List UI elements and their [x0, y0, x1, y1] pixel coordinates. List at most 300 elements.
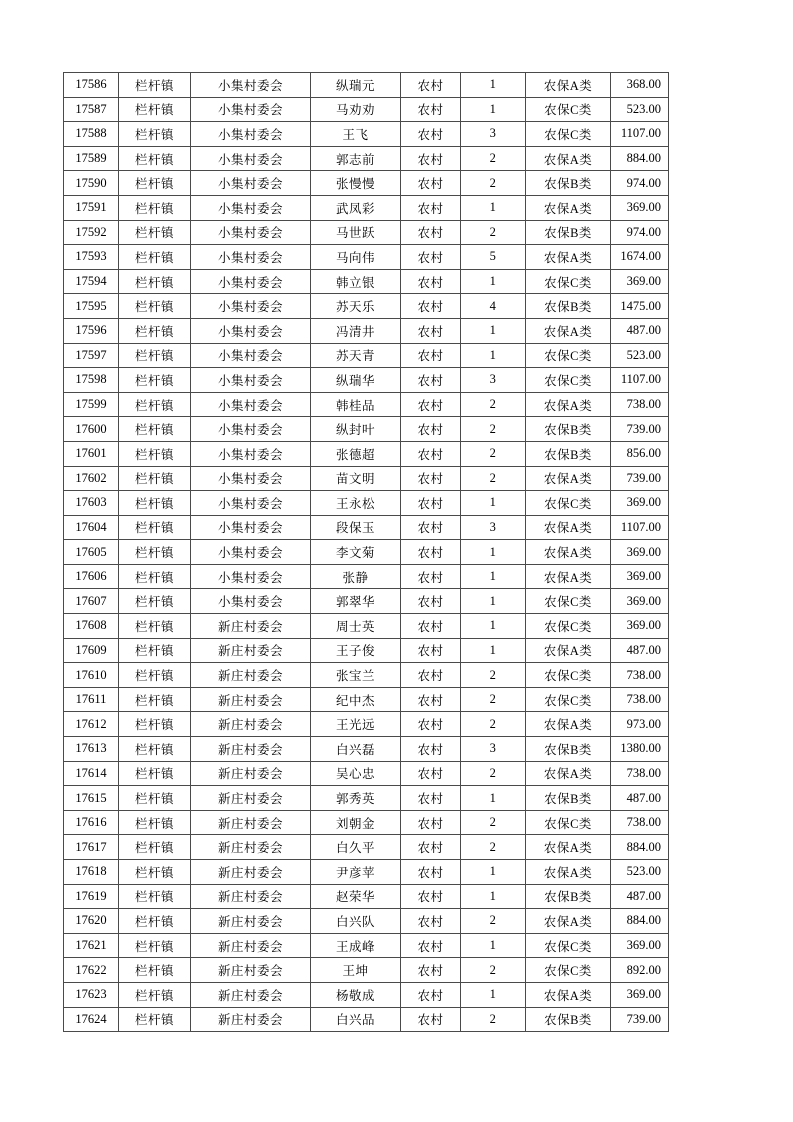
cell-amount: 1674.00 — [611, 245, 669, 270]
cell-category: 农保C类 — [526, 614, 611, 639]
cell-count: 1 — [461, 564, 526, 589]
cell-id: 17605 — [64, 540, 119, 565]
table-row — [64, 466, 669, 491]
cell-id: 17603 — [64, 491, 119, 516]
cell-amount: 1380.00 — [611, 737, 669, 762]
cell-type: 农村 — [401, 343, 461, 368]
cell-town: 栏杆镇 — [119, 958, 191, 983]
cell-village: 新庄村委会 — [191, 982, 311, 1007]
table-row — [64, 540, 669, 565]
cell-amount: 738.00 — [611, 687, 669, 712]
cell-category: 农保C类 — [526, 269, 611, 294]
cell-town: 栏杆镇 — [119, 761, 191, 786]
cell-id: 17614 — [64, 761, 119, 786]
cell-category: 农保C类 — [526, 368, 611, 393]
cell-category: 农保B类 — [526, 171, 611, 196]
cell-name: 王飞 — [311, 122, 401, 147]
cell-amount: 974.00 — [611, 220, 669, 245]
cell-amount: 523.00 — [611, 343, 669, 368]
cell-id: 17622 — [64, 958, 119, 983]
cell-town: 栏杆镇 — [119, 589, 191, 614]
cell-village: 新庄村委会 — [191, 835, 311, 860]
cell-category: 农保C类 — [526, 589, 611, 614]
cell-name: 王子俊 — [311, 638, 401, 663]
cell-village: 小集村委会 — [191, 195, 311, 220]
cell-town: 栏杆镇 — [119, 835, 191, 860]
cell-type: 农村 — [401, 146, 461, 171]
cell-name: 郭志前 — [311, 146, 401, 171]
cell-count: 2 — [461, 958, 526, 983]
cell-category: 农保C类 — [526, 97, 611, 122]
cell-name: 刘朝金 — [311, 810, 401, 835]
table-row — [64, 171, 669, 196]
cell-id: 17604 — [64, 515, 119, 540]
cell-town: 栏杆镇 — [119, 343, 191, 368]
cell-count: 1 — [461, 491, 526, 516]
cell-amount: 523.00 — [611, 97, 669, 122]
cell-type: 农村 — [401, 515, 461, 540]
table-row — [64, 73, 669, 98]
cell-village: 小集村委会 — [191, 220, 311, 245]
cell-amount: 892.00 — [611, 958, 669, 983]
cell-name: 白兴品 — [311, 1007, 401, 1032]
table-row — [64, 195, 669, 220]
cell-count: 1 — [461, 982, 526, 1007]
table-row — [64, 122, 669, 147]
cell-town: 栏杆镇 — [119, 318, 191, 343]
cell-name: 韩桂品 — [311, 392, 401, 417]
cell-category: 农保C类 — [526, 663, 611, 688]
cell-count: 1 — [461, 638, 526, 663]
cell-category: 农保C类 — [526, 687, 611, 712]
table-row — [64, 146, 669, 171]
cell-count: 2 — [461, 712, 526, 737]
cell-category: 农保A类 — [526, 392, 611, 417]
cell-name: 赵荣华 — [311, 884, 401, 909]
cell-count: 3 — [461, 515, 526, 540]
cell-name: 张静 — [311, 564, 401, 589]
cell-type: 农村 — [401, 122, 461, 147]
cell-id: 17591 — [64, 195, 119, 220]
cell-village: 新庄村委会 — [191, 909, 311, 934]
cell-amount: 369.00 — [611, 540, 669, 565]
cell-name: 王永松 — [311, 491, 401, 516]
cell-amount: 738.00 — [611, 761, 669, 786]
cell-village: 小集村委会 — [191, 171, 311, 196]
cell-count: 5 — [461, 245, 526, 270]
cell-town: 栏杆镇 — [119, 786, 191, 811]
cell-type: 农村 — [401, 220, 461, 245]
table-row — [64, 982, 669, 1007]
cell-amount: 738.00 — [611, 663, 669, 688]
cell-category: 农保A类 — [526, 982, 611, 1007]
cell-count: 2 — [461, 220, 526, 245]
cell-category: 农保B类 — [526, 294, 611, 319]
cell-type: 农村 — [401, 737, 461, 762]
cell-id: 17619 — [64, 884, 119, 909]
cell-name: 张宝兰 — [311, 663, 401, 688]
cell-type: 农村 — [401, 786, 461, 811]
cell-type: 农村 — [401, 1007, 461, 1032]
cell-amount: 1107.00 — [611, 368, 669, 393]
cell-id: 17593 — [64, 245, 119, 270]
cell-category: 农保A类 — [526, 318, 611, 343]
cell-id: 17602 — [64, 466, 119, 491]
cell-count: 2 — [461, 466, 526, 491]
cell-name: 王光远 — [311, 712, 401, 737]
cell-type: 农村 — [401, 663, 461, 688]
cell-name: 郭秀英 — [311, 786, 401, 811]
cell-town: 栏杆镇 — [119, 195, 191, 220]
cell-town: 栏杆镇 — [119, 441, 191, 466]
cell-town: 栏杆镇 — [119, 368, 191, 393]
table-row — [64, 245, 669, 270]
cell-count: 1 — [461, 195, 526, 220]
records-table — [63, 72, 669, 1032]
cell-count: 1 — [461, 860, 526, 885]
cell-amount: 369.00 — [611, 589, 669, 614]
cell-category: 农保A类 — [526, 835, 611, 860]
cell-town: 栏杆镇 — [119, 687, 191, 712]
cell-id: 17612 — [64, 712, 119, 737]
table-row — [64, 368, 669, 393]
cell-count: 2 — [461, 835, 526, 860]
cell-type: 农村 — [401, 294, 461, 319]
cell-id: 17598 — [64, 368, 119, 393]
cell-town: 栏杆镇 — [119, 712, 191, 737]
cell-count: 2 — [461, 761, 526, 786]
cell-type: 农村 — [401, 638, 461, 663]
cell-town: 栏杆镇 — [119, 540, 191, 565]
table-row — [64, 884, 669, 909]
cell-town: 栏杆镇 — [119, 663, 191, 688]
cell-id: 17586 — [64, 73, 119, 98]
table-row — [64, 392, 669, 417]
cell-village: 小集村委会 — [191, 73, 311, 98]
cell-amount: 369.00 — [611, 269, 669, 294]
cell-category: 农保A类 — [526, 245, 611, 270]
cell-town: 栏杆镇 — [119, 269, 191, 294]
table-row — [64, 909, 669, 934]
cell-town: 栏杆镇 — [119, 614, 191, 639]
cell-amount: 369.00 — [611, 491, 669, 516]
cell-amount: 368.00 — [611, 73, 669, 98]
cell-category: 农保C类 — [526, 958, 611, 983]
cell-amount: 739.00 — [611, 466, 669, 491]
table-row — [64, 958, 669, 983]
cell-name: 纪中杰 — [311, 687, 401, 712]
cell-amount: 739.00 — [611, 1007, 669, 1032]
cell-town: 栏杆镇 — [119, 515, 191, 540]
cell-village: 小集村委会 — [191, 589, 311, 614]
table-row — [64, 294, 669, 319]
cell-village: 小集村委会 — [191, 564, 311, 589]
cell-type: 农村 — [401, 417, 461, 442]
cell-village: 小集村委会 — [191, 97, 311, 122]
table-row — [64, 515, 669, 540]
cell-type: 农村 — [401, 982, 461, 1007]
cell-id: 17600 — [64, 417, 119, 442]
cell-village: 小集村委会 — [191, 441, 311, 466]
cell-type: 农村 — [401, 884, 461, 909]
cell-village: 小集村委会 — [191, 466, 311, 491]
cell-category: 农保B类 — [526, 1007, 611, 1032]
table-row — [64, 97, 669, 122]
cell-id: 17621 — [64, 933, 119, 958]
cell-id: 17594 — [64, 269, 119, 294]
cell-id: 17597 — [64, 343, 119, 368]
cell-count: 1 — [461, 614, 526, 639]
cell-village: 新庄村委会 — [191, 810, 311, 835]
table-row — [64, 638, 669, 663]
cell-id: 17611 — [64, 687, 119, 712]
cell-category: 农保A类 — [526, 73, 611, 98]
cell-category: 农保B类 — [526, 441, 611, 466]
table-row — [64, 220, 669, 245]
cell-village: 小集村委会 — [191, 392, 311, 417]
cell-amount: 856.00 — [611, 441, 669, 466]
cell-type: 农村 — [401, 712, 461, 737]
cell-category: 农保C类 — [526, 810, 611, 835]
cell-count: 2 — [461, 417, 526, 442]
cell-town: 栏杆镇 — [119, 146, 191, 171]
cell-type: 农村 — [401, 810, 461, 835]
table-row — [64, 269, 669, 294]
cell-id: 17588 — [64, 122, 119, 147]
cell-id: 17590 — [64, 171, 119, 196]
table-row — [64, 712, 669, 737]
cell-town: 栏杆镇 — [119, 933, 191, 958]
cell-type: 农村 — [401, 835, 461, 860]
cell-category: 农保A类 — [526, 195, 611, 220]
cell-count: 2 — [461, 909, 526, 934]
cell-amount: 884.00 — [611, 146, 669, 171]
cell-category: 农保B类 — [526, 884, 611, 909]
table-row — [64, 810, 669, 835]
table-row — [64, 835, 669, 860]
cell-town: 栏杆镇 — [119, 1007, 191, 1032]
cell-name: 王坤 — [311, 958, 401, 983]
cell-id: 17616 — [64, 810, 119, 835]
cell-amount: 884.00 — [611, 909, 669, 934]
table-row — [64, 491, 669, 516]
cell-village: 小集村委会 — [191, 269, 311, 294]
cell-category: 农保A类 — [526, 564, 611, 589]
cell-name: 苏天青 — [311, 343, 401, 368]
cell-amount: 974.00 — [611, 171, 669, 196]
cell-category: 农保A类 — [526, 515, 611, 540]
cell-town: 栏杆镇 — [119, 73, 191, 98]
cell-amount: 1107.00 — [611, 515, 669, 540]
cell-count: 1 — [461, 589, 526, 614]
cell-count: 4 — [461, 294, 526, 319]
cell-amount: 1475.00 — [611, 294, 669, 319]
cell-village: 小集村委会 — [191, 122, 311, 147]
cell-town: 栏杆镇 — [119, 171, 191, 196]
cell-count: 1 — [461, 73, 526, 98]
cell-village: 新庄村委会 — [191, 933, 311, 958]
cell-name: 纵封叶 — [311, 417, 401, 442]
cell-id: 17601 — [64, 441, 119, 466]
cell-type: 农村 — [401, 245, 461, 270]
cell-type: 农村 — [401, 441, 461, 466]
cell-amount: 369.00 — [611, 982, 669, 1007]
cell-village: 小集村委会 — [191, 491, 311, 516]
cell-category: 农保A类 — [526, 712, 611, 737]
cell-town: 栏杆镇 — [119, 294, 191, 319]
cell-type: 农村 — [401, 269, 461, 294]
cell-village: 新庄村委会 — [191, 614, 311, 639]
cell-village: 新庄村委会 — [191, 884, 311, 909]
cell-count: 2 — [461, 392, 526, 417]
cell-category: 农保A类 — [526, 146, 611, 171]
cell-id: 17592 — [64, 220, 119, 245]
cell-name: 段保玉 — [311, 515, 401, 540]
cell-name: 白兴磊 — [311, 737, 401, 762]
cell-town: 栏杆镇 — [119, 392, 191, 417]
table-row — [64, 860, 669, 885]
cell-category: 农保C类 — [526, 343, 611, 368]
cell-name: 纵瑞元 — [311, 73, 401, 98]
cell-count: 2 — [461, 171, 526, 196]
cell-village: 小集村委会 — [191, 245, 311, 270]
cell-category: 农保C类 — [526, 933, 611, 958]
cell-name: 吴心忠 — [311, 761, 401, 786]
cell-type: 农村 — [401, 491, 461, 516]
table-row — [64, 933, 669, 958]
cell-id: 17595 — [64, 294, 119, 319]
table-row — [64, 564, 669, 589]
cell-category: 农保A类 — [526, 540, 611, 565]
cell-category: 农保A类 — [526, 860, 611, 885]
cell-type: 农村 — [401, 958, 461, 983]
cell-type: 农村 — [401, 195, 461, 220]
cell-count: 2 — [461, 441, 526, 466]
cell-amount: 973.00 — [611, 712, 669, 737]
cell-name: 苗文明 — [311, 466, 401, 491]
cell-count: 3 — [461, 737, 526, 762]
cell-id: 17607 — [64, 589, 119, 614]
cell-category: 农保A类 — [526, 466, 611, 491]
table-row — [64, 318, 669, 343]
cell-amount: 523.00 — [611, 860, 669, 885]
cell-type: 农村 — [401, 171, 461, 196]
cell-village: 小集村委会 — [191, 343, 311, 368]
cell-amount: 487.00 — [611, 318, 669, 343]
cell-amount: 738.00 — [611, 392, 669, 417]
cell-id: 17623 — [64, 982, 119, 1007]
cell-type: 农村 — [401, 318, 461, 343]
cell-type: 农村 — [401, 73, 461, 98]
cell-village: 小集村委会 — [191, 294, 311, 319]
table-row — [64, 761, 669, 786]
cell-count: 1 — [461, 540, 526, 565]
cell-type: 农村 — [401, 368, 461, 393]
cell-category: 农保C类 — [526, 122, 611, 147]
cell-name: 周士英 — [311, 614, 401, 639]
cell-id: 17615 — [64, 786, 119, 811]
cell-category: 农保B类 — [526, 737, 611, 762]
cell-type: 农村 — [401, 392, 461, 417]
cell-name: 马劝劝 — [311, 97, 401, 122]
cell-id: 17618 — [64, 860, 119, 885]
cell-id: 17596 — [64, 318, 119, 343]
cell-count: 3 — [461, 122, 526, 147]
cell-amount: 487.00 — [611, 638, 669, 663]
cell-name: 纵瑞华 — [311, 368, 401, 393]
cell-id: 17620 — [64, 909, 119, 934]
cell-name: 张德超 — [311, 441, 401, 466]
cell-type: 农村 — [401, 614, 461, 639]
cell-town: 栏杆镇 — [119, 860, 191, 885]
table-row — [64, 614, 669, 639]
cell-count: 1 — [461, 97, 526, 122]
cell-category: 农保A类 — [526, 638, 611, 663]
cell-name: 郭翠华 — [311, 589, 401, 614]
cell-town: 栏杆镇 — [119, 122, 191, 147]
cell-category: 农保A类 — [526, 909, 611, 934]
cell-village: 新庄村委会 — [191, 663, 311, 688]
cell-name: 马世跃 — [311, 220, 401, 245]
cell-village: 小集村委会 — [191, 417, 311, 442]
cell-name: 马向伟 — [311, 245, 401, 270]
cell-type: 农村 — [401, 761, 461, 786]
cell-type: 农村 — [401, 589, 461, 614]
cell-count: 2 — [461, 810, 526, 835]
cell-town: 栏杆镇 — [119, 982, 191, 1007]
cell-name: 武凤彩 — [311, 195, 401, 220]
cell-name: 苏天乐 — [311, 294, 401, 319]
cell-count: 1 — [461, 318, 526, 343]
cell-village: 新庄村委会 — [191, 737, 311, 762]
cell-name: 白兴队 — [311, 909, 401, 934]
table-row — [64, 687, 669, 712]
cell-town: 栏杆镇 — [119, 466, 191, 491]
cell-village: 新庄村委会 — [191, 687, 311, 712]
cell-count: 2 — [461, 1007, 526, 1032]
cell-count: 1 — [461, 343, 526, 368]
cell-id: 17617 — [64, 835, 119, 860]
cell-name: 李文菊 — [311, 540, 401, 565]
table-row — [64, 737, 669, 762]
cell-type: 农村 — [401, 860, 461, 885]
table-row — [64, 417, 669, 442]
cell-name: 韩立银 — [311, 269, 401, 294]
cell-town: 栏杆镇 — [119, 491, 191, 516]
cell-category: 农保A类 — [526, 761, 611, 786]
cell-village: 小集村委会 — [191, 318, 311, 343]
cell-amount: 487.00 — [611, 884, 669, 909]
cell-category: 农保B类 — [526, 220, 611, 245]
cell-count: 2 — [461, 663, 526, 688]
table-row — [64, 786, 669, 811]
cell-category: 农保B类 — [526, 786, 611, 811]
cell-amount: 369.00 — [611, 614, 669, 639]
table-row — [64, 441, 669, 466]
cell-amount: 369.00 — [611, 933, 669, 958]
cell-name: 尹彦苹 — [311, 860, 401, 885]
cell-category: 农保C类 — [526, 491, 611, 516]
cell-amount: 739.00 — [611, 417, 669, 442]
cell-count: 1 — [461, 269, 526, 294]
cell-village: 新庄村委会 — [191, 786, 311, 811]
cell-village: 小集村委会 — [191, 368, 311, 393]
cell-town: 栏杆镇 — [119, 564, 191, 589]
cell-type: 农村 — [401, 466, 461, 491]
cell-type: 农村 — [401, 540, 461, 565]
cell-amount: 487.00 — [611, 786, 669, 811]
cell-amount: 884.00 — [611, 835, 669, 860]
